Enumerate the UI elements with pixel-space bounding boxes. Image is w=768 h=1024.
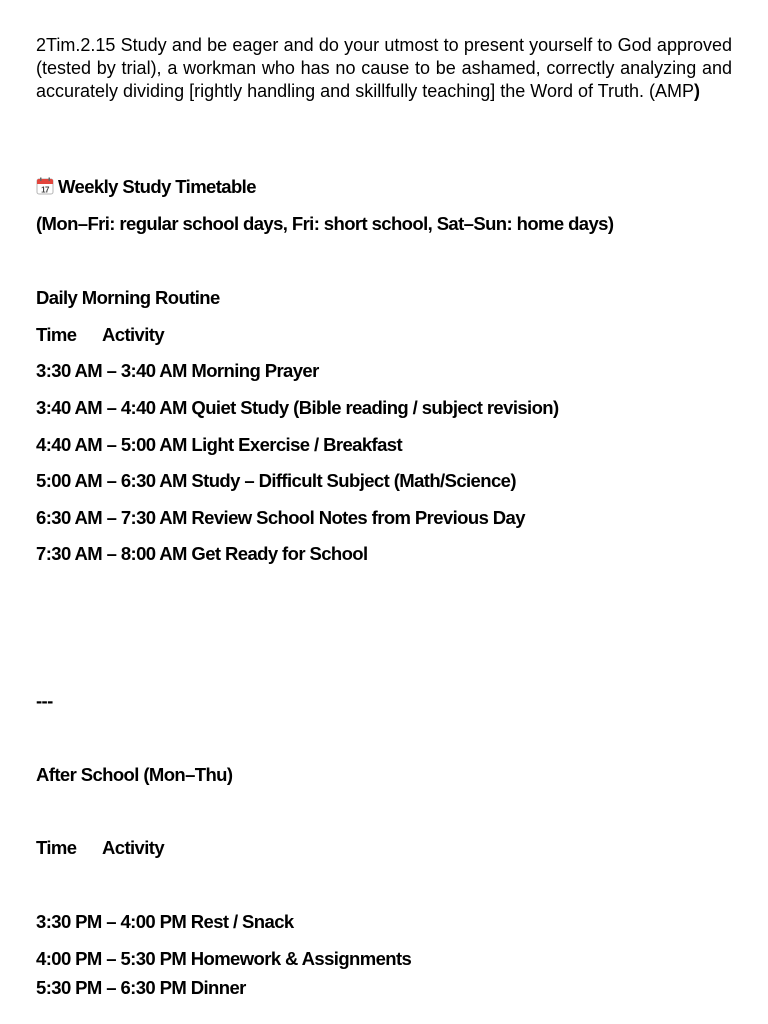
after-school-heading: After School (Mon–Thu) [36, 764, 233, 785]
title-text: Weekly Study Timetable [58, 176, 256, 197]
verse-close-paren: ) [694, 81, 700, 101]
morning-row: 3:40 AM – 4:40 AM Quiet Study (Bible reading / subject revision) [36, 397, 559, 418]
morning-heading: Daily Morning Routine [36, 287, 220, 308]
morning-col-time: Time [36, 324, 77, 345]
separator: --- [36, 690, 53, 711]
morning-row: 4:40 AM – 5:00 AM Light Exercise / Breakfast [36, 434, 403, 455]
calendar-icon [36, 177, 54, 195]
timetable-title [36, 175, 256, 199]
verse-text: 2Tim.2.15 Study and be eager and do your utmost to present yourself to God approved (tested by trial), a workman who has no cause to be ashamed, correctly analyzing and accurately dividing [rightly handling and skillfully teaching] the Word of Truth. (AMP [36, 35, 732, 101]
after-school-row: 5:30 PM – 6:30 PM Dinner [36, 977, 246, 998]
morning-row: 3:30 AM – 3:40 AM Morning Prayer [36, 360, 319, 381]
svg-text:17: 17 [41, 185, 49, 195]
after-school-row: 3:30 PM – 4:00 PM Rest / Snack [36, 911, 294, 932]
after-school-col-activity: Activity [102, 837, 165, 858]
morning-row: 6:30 AM – 7:30 AM Review School Notes from Previous Day [36, 507, 525, 528]
cut-off-row [36, 977, 296, 998]
timetable-subtitle: (Mon–Fri: regular school days, Fri: short school, Sat–Sun: home days) [36, 213, 614, 234]
morning-row: 5:00 AM – 6:30 AM Study – Difficult Subject (Math/Science) [36, 470, 516, 491]
morning-row: 7:30 AM – 8:00 AM Get Ready for School [36, 543, 368, 564]
morning-table-header [36, 323, 164, 347]
morning-col-activity: Activity [102, 324, 165, 345]
after-school-col-time: Time [36, 837, 77, 858]
bible-verse [36, 34, 732, 103]
after-school-table-header [36, 836, 164, 860]
after-school-row: 4:00 PM – 5:30 PM Homework & Assignments [36, 948, 412, 969]
